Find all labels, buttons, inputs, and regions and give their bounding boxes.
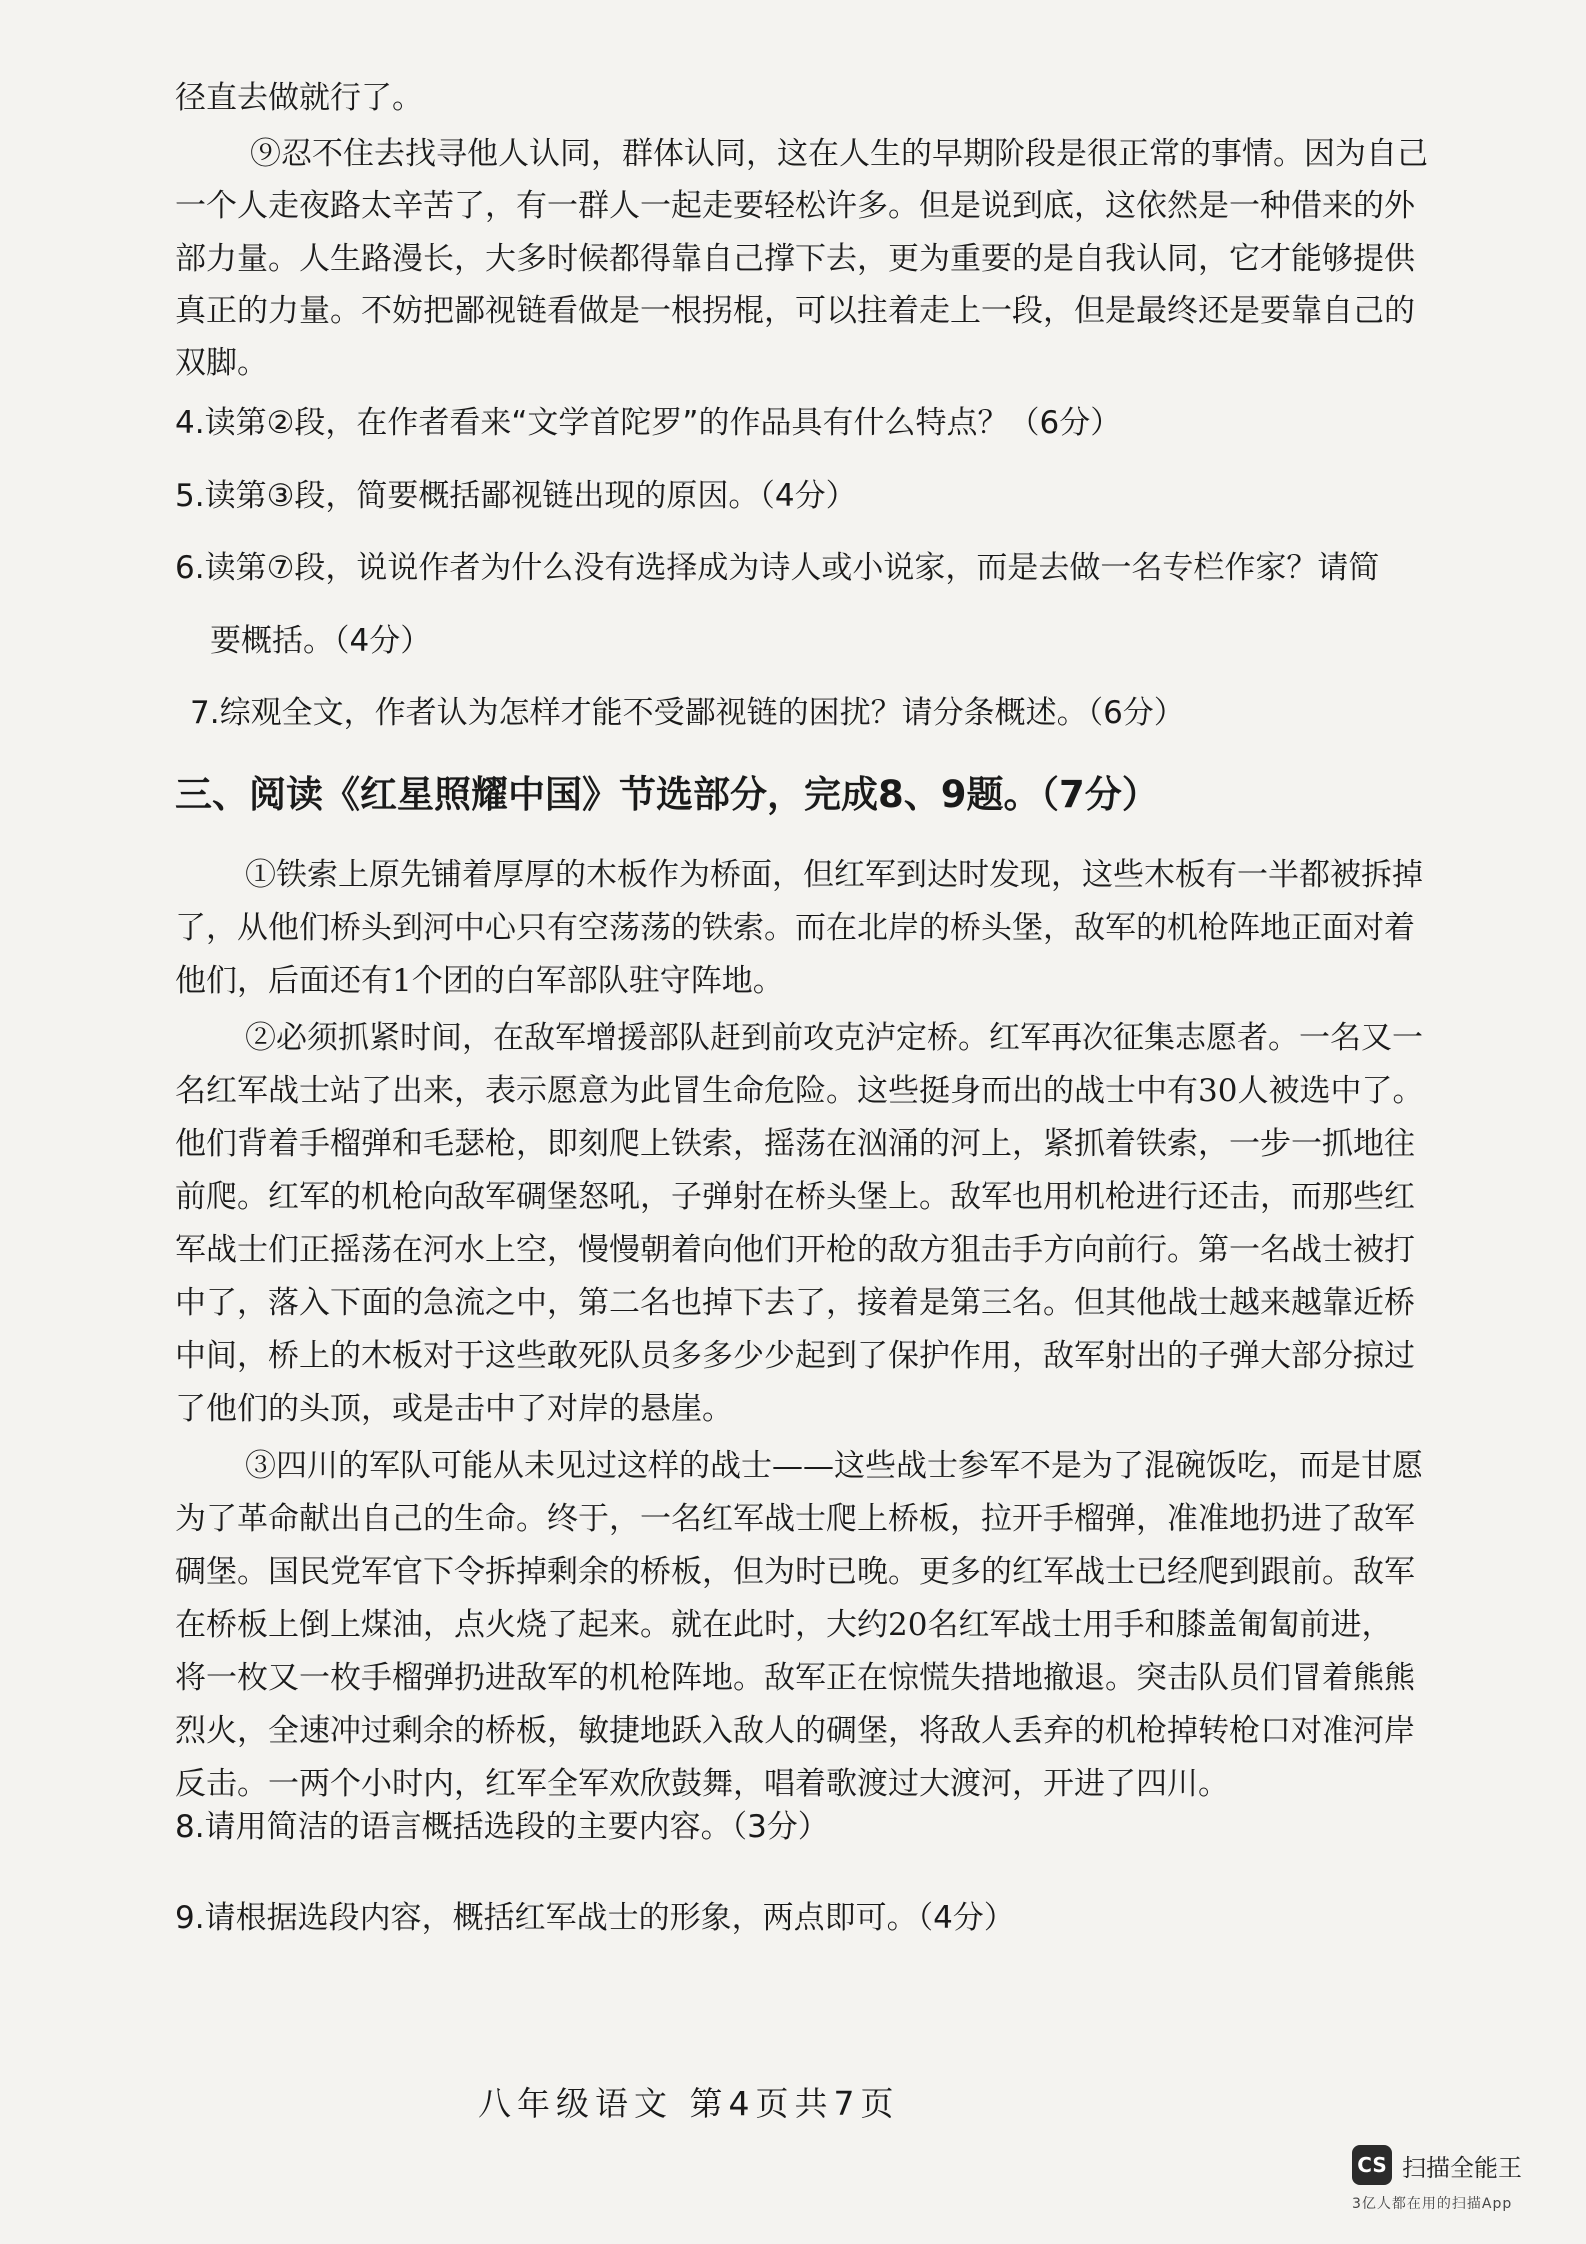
watermark-tagline: 3亿人都在用的扫描App — [1352, 2196, 1513, 2212]
paragraph-1-line: ①铁索上原先铺着厚厚的木板作为桥面，但红军到达时发现，这些木板有一半都被拆掉 — [245, 857, 1423, 893]
paragraph-3-line: ③四川的军队可能从未见过这样的战士——这些战士参军不是为了混碗饭吃，而是甘愿 — [245, 1448, 1423, 1484]
paragraph-1-line: 了，从他们桥头到河中心只有空荡荡的铁索。而在北岸的桥头堡，敌军的机枪阵地正面对着 — [175, 910, 1415, 946]
paragraph-9-line: 一个人走夜路太辛苦了，有一群人一起走要轻松许多。但是说到底，这依然是一种借来的外 — [175, 188, 1415, 224]
paragraph-2-line: 了他们的头顶，或是击中了对岸的悬崖。 — [175, 1391, 733, 1427]
paragraph-3-line: 反击。一两个小时内，红军全军欢欣鼓舞，唱着歌渡过大渡河，开进了四川。 — [175, 1766, 1229, 1802]
question-4: 4.读第②段，在作者看来“文学首陀罗”的作品具有什么特点？（6分） — [175, 405, 1122, 441]
question-6-continued: 要概括。（4分） — [210, 623, 432, 659]
watermark-brand-name: 扫描全能王 — [1402, 2153, 1522, 2182]
paragraph-9-line: 双脚。 — [175, 345, 268, 381]
question-9: 9.请根据选段内容，概括红军战士的形象，两点即可。（4分） — [175, 1900, 1015, 1936]
paragraph-2-line: 中了，落入下面的急流之中，第二名也掉下去了，接着是第三名。但其他战士越来越靠近桥 — [175, 1285, 1415, 1321]
paragraph-2-line: 名红军战士站了出来，表示愿意为此冒生命危险。这些挺身而出的战士中有30人被选中了。 — [175, 1073, 1424, 1109]
paragraph-3-line: 烈火，全速冲过剩余的桥板，敏捷地跃入敌人的碉堡，将敌人丢弃的机枪掉转枪口对准河岸 — [175, 1713, 1415, 1749]
paragraph-9-line: ⑨忍不住去找寻他人认同，群体认同，这在人生的早期阶段是很正常的事情。因为自己 — [250, 136, 1428, 172]
section-3-heading: 三、阅读《红星照耀中国》节选部分，完成8、9题。（7分） — [175, 773, 1159, 816]
paragraph-9-line: 真正的力量。不妨把鄙视链看做是一根拐棍，可以拄着走上一段，但是最终还是要靠自己的 — [175, 293, 1415, 329]
question-8: 8.请用简洁的语言概括选段的主要内容。（3分） — [175, 1809, 829, 1845]
paragraph-2-line: 前爬。红军的机枪向敌军碉堡怒吼，子弹射在桥头堡上。敌军也用机枪进行还击，而那些红 — [175, 1179, 1415, 1215]
paragraph-3-line: 在桥板上倒上煤油，点火烧了起来。就在此时，大约20名红军战士用手和膝盖匍匐前进， — [175, 1607, 1393, 1643]
paragraph-2-line: ②必须抓紧时间，在敌军增援部队赶到前攻克泸定桥。红军再次征集志愿者。一名又一 — [245, 1020, 1423, 1056]
paragraph-9-line: 部力量。人生路漫长，大多时候都得靠自己撑下去，更为重要的是自我认同，它才能够提供 — [175, 241, 1415, 277]
paragraph-2-line: 中间，桥上的木板对于这些敢死队员多多少少起到了保护作用，敌军射出的子弹大部分掠过 — [175, 1338, 1415, 1374]
page-footer: 八年级语文 第4页共7页 — [478, 2084, 900, 2123]
scanner-watermark — [1352, 2145, 1522, 2185]
paragraph-3-line: 为了革命献出自己的生命。终于，一名红军战士爬上桥板，拉开手榴弹，准准地扔进了敌军 — [175, 1501, 1415, 1537]
paragraph-3-line: 碉堡。国民党军官下令拆掉剩余的桥板，但为时已晚。更多的红军战士已经爬到跟前。敌军 — [175, 1554, 1415, 1590]
paragraph-2-line: 军战士们正摇荡在河水上空，慢慢朝着向他们开枪的敌方狙击手方向前行。第一名战士被打 — [175, 1232, 1415, 1268]
paragraph-2-line: 他们背着手榴弹和毛瑟枪，即刻爬上铁索，摇荡在汹涌的河上，紧抓着铁索，一步一抓地往 — [175, 1126, 1415, 1162]
passage-line: 径直去做就行了。 — [175, 80, 423, 116]
question-5: 5.读第③段，简要概括鄙视链出现的原因。（4分） — [175, 478, 857, 514]
camscanner-logo-icon: CS — [1352, 2145, 1392, 2185]
question-7: 7.综观全文，作者认为怎样才能不受鄙视链的困扰？请分条概述。（6分） — [190, 695, 1185, 731]
question-6: 6.读第⑦段，说说作者为什么没有选择成为诗人或小说家，而是去做一名专栏作家？请简 — [175, 550, 1380, 586]
paragraph-3-line: 将一枚又一枚手榴弹扔进敌军的机枪阵地。敌军正在惊慌失措地撤退。突击队员们冒着熊熊 — [175, 1660, 1415, 1696]
paragraph-1-line: 他们，后面还有1个团的白军部队驻守阵地。 — [175, 963, 784, 999]
